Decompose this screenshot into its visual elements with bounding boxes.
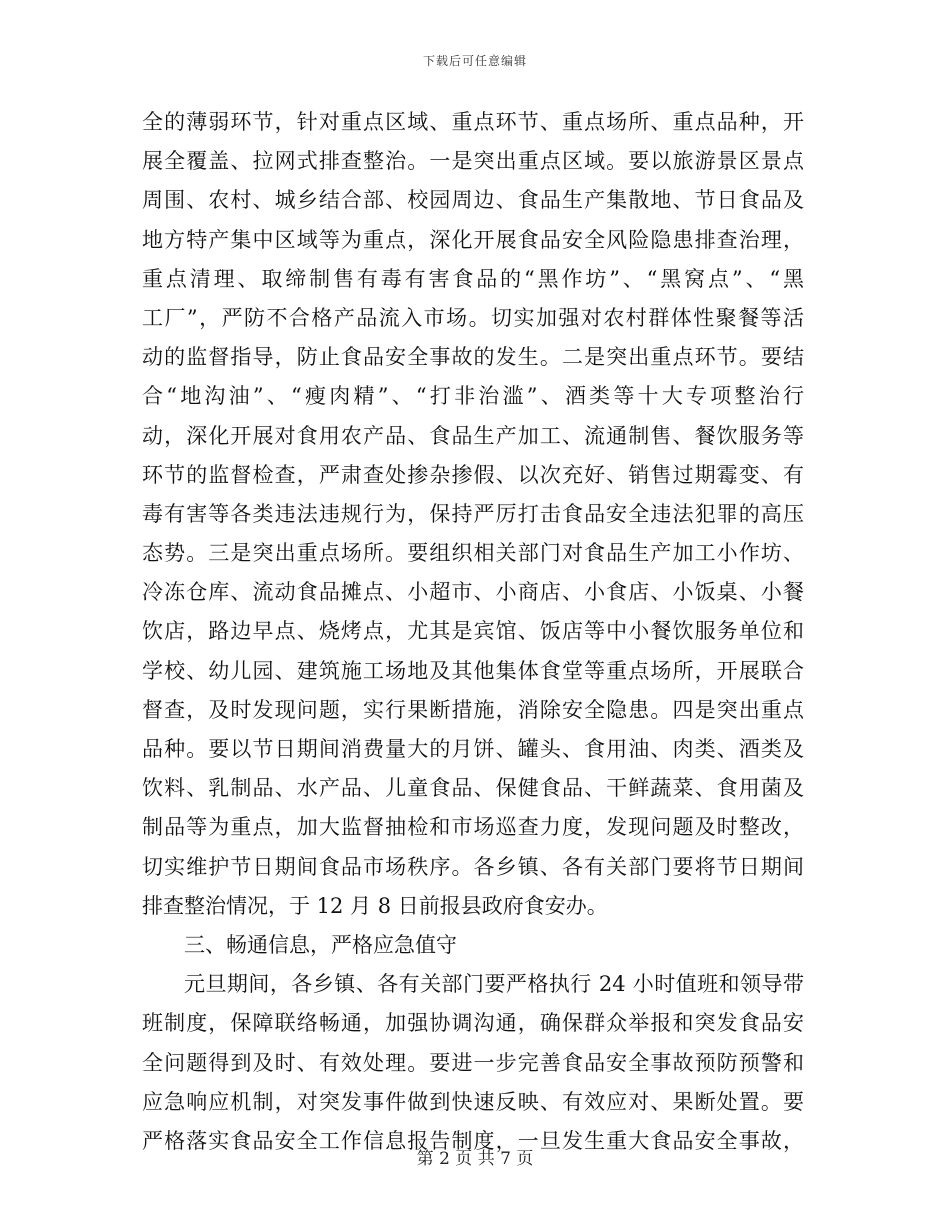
body-line: 重点清理、取缔制售有毒有害食品的“黑作坊”、“黑窝点”、“黑 — [142, 266, 804, 291]
page-header: 下载后可任意编辑 — [422, 54, 527, 68]
body-line: 毒有害等各类违法违规行为，保持严厉打击食品安全违法犯罪的高压 — [142, 501, 804, 526]
body-line: 动，深化开展对食用农产品、食品生产加工、流通制售、餐饮服务等 — [142, 423, 804, 448]
body-line: 环节的监督检查，严肃查处掺杂掺假、以次充好、销售过期霉变、有 — [142, 462, 804, 487]
body-line: 全的薄弱环节，针对重点区域、重点环节、重点场所、重点品种，开 — [142, 110, 804, 134]
body-line: 工厂”，严防不合格产品流入市场。切实加强对农村群体性聚餐等活 — [142, 305, 804, 330]
section-line: 全问题得到及时、有效处理。要进一步完善食品安全事故预防预警和 — [142, 1050, 804, 1075]
section-line: 元旦期间，各乡镇、各有关部门要严格执行 24 小时值班和领导带 — [184, 972, 804, 997]
body-line: 饮店，路边早点、烧烤点，尤其是宾馆、饭店等中小餐饮服务单位和 — [142, 619, 804, 644]
body-line: 冷冻仓库、流动食品摊点、小超市、小商店、小食店、小饭桌、小餐 — [142, 580, 804, 605]
body-line: 动的监督指导，防止食品安全事故的发生。二是突出重点环节。要结 — [142, 345, 804, 370]
section-line: 应急响应机制，对突发事件做到快速反映、有效应对、果断处置。要 — [142, 1089, 804, 1114]
body-line: 排查整治情况，于 12 月 8 日前报县政府食安办。 — [142, 893, 608, 918]
section-line: 严格落实食品安全工作信息报告制度，一旦发生重大食品安全事故， — [142, 1128, 804, 1153]
body-line: 品种。要以节日期间消费量大的月饼、罐头、食用油、肉类、酒类及 — [142, 737, 804, 761]
body-line: 周围、农村、城乡结合部、校园周边、食品生产集散地、节日食品及 — [142, 188, 804, 213]
body-line: 学校、幼儿园、建筑施工场地及其他集体食堂等重点场所，开展联合 — [142, 658, 804, 683]
page-number: 第 2 页 共 7 页 — [416, 1149, 534, 1169]
body-line: 切实维护节日期间食品市场秩序。各乡镇、各有关部门要将节日期间 — [142, 854, 804, 879]
body-line: 合“地沟油”、“瘦肉精”、“打非治滥”、酒类等十大专项整治行 — [142, 384, 804, 409]
body-line: 督查，及时发现问题，实行果断措施，消除安全隐患。四是突出重点 — [142, 697, 804, 722]
body-line: 展全覆盖、拉网式排查整治。一是突出重点区域。要以旅游景区景点 — [142, 149, 804, 174]
section-heading: 三、畅通信息，严格应急值守 — [184, 932, 457, 957]
body-line: 地方特产集中区域等为重点，深化开展食品安全风险隐患排查治理， — [142, 227, 804, 252]
document-body — [142, 103, 804, 1161]
section-line: 班制度，保障联络畅通，加强协调沟通，确保群众举报和突发食品安 — [142, 1011, 804, 1036]
body-line: 制品等为重点，加大监督抽检和市场巡查力度，发现问题及时整改， — [142, 815, 804, 840]
body-line: 饮料、乳制品、水产品、儿童食品、保健食品、干鲜蔬菜、食用菌及 — [142, 776, 804, 801]
body-line: 态势。三是突出重点场所。要组织相关部门对食品生产加工小作坊、 — [142, 541, 804, 566]
